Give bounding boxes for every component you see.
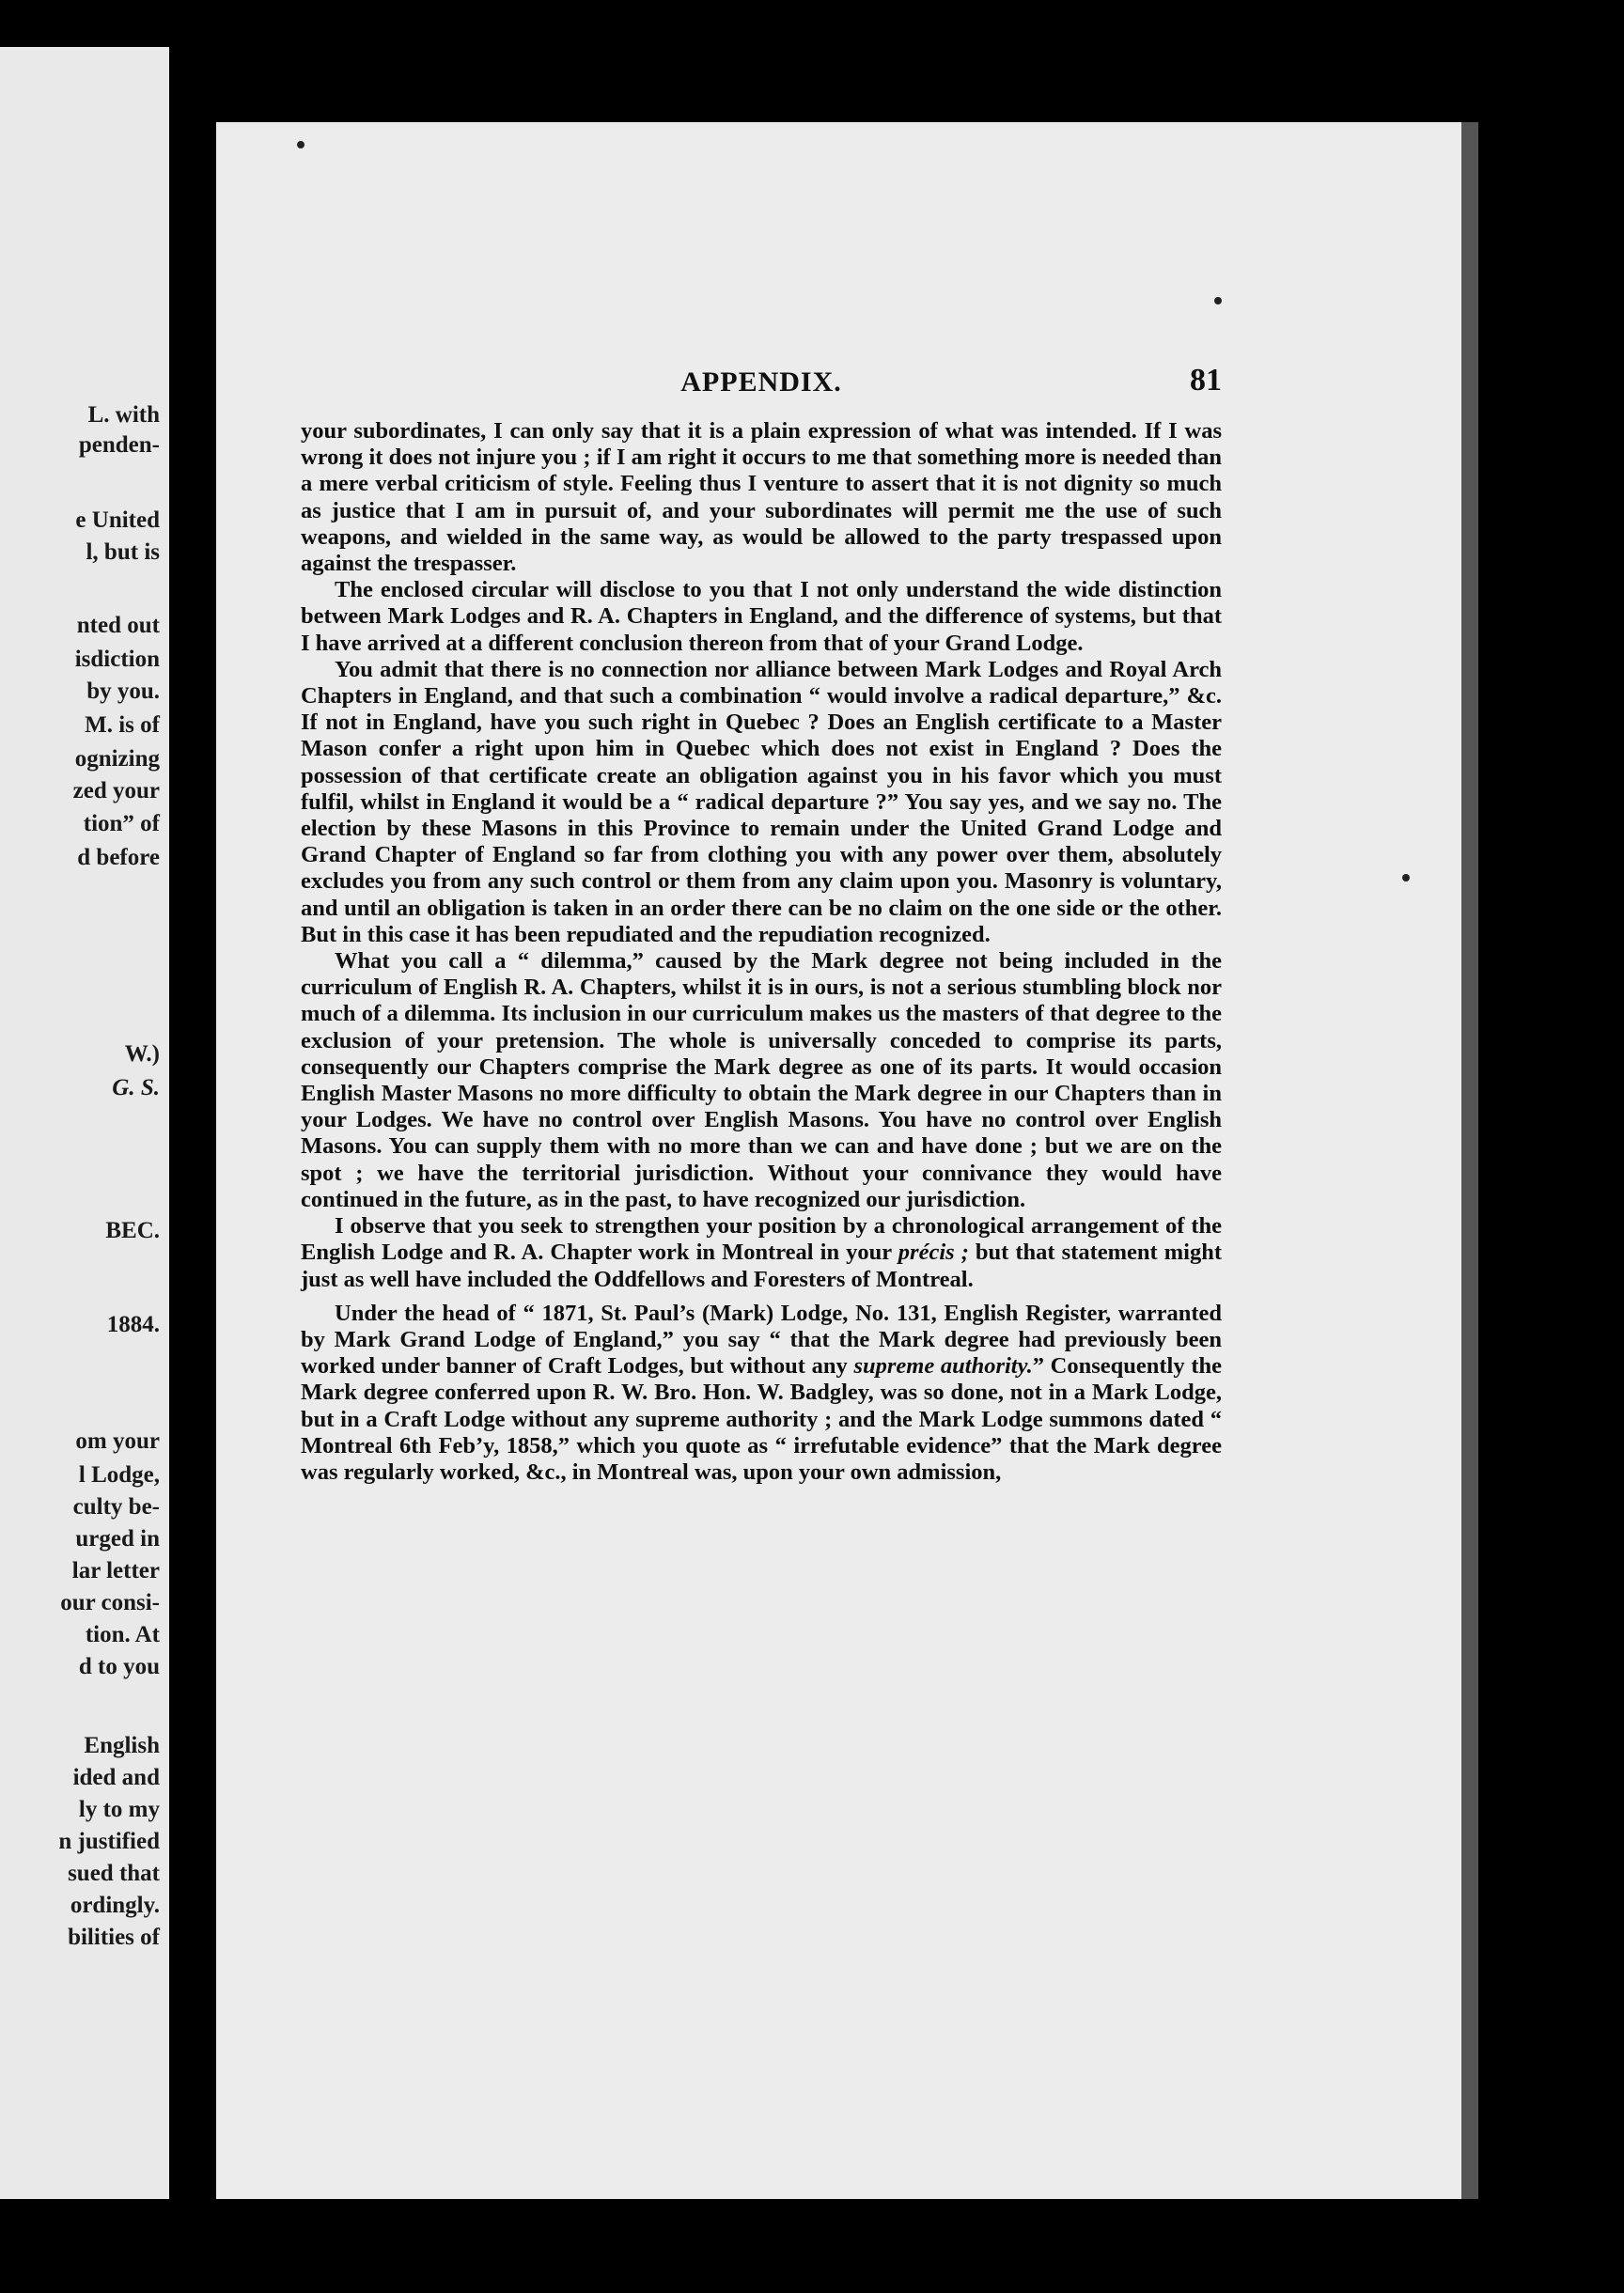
left-page-fragment: urged in: [75, 1526, 160, 1552]
left-page-fragment: by you.: [86, 679, 160, 704]
left-page-fragment: culty be-: [72, 1494, 160, 1520]
italic-term: supreme authority.: [853, 1353, 1033, 1380]
left-page-fragment: M. is of: [85, 712, 160, 738]
paragraph-text: Under the head of “ 1871, St. Paul’s (Mark) Lodge, No. 131, English Register, warranted by Mark Grand Lodge of England,” you say “ that the Mark degree had previously been worked under banner of Craft Lodges, but without any: [301, 1300, 1222, 1380]
left-page-fragment: lar letter: [71, 1558, 160, 1583]
paragraph-text: ” Consequently the Mark degree conferred upon R. W. Bro. Hon. W. Badgley, was so done, not in a Mark Lodge, but in a Craft Lodge without any supreme authority ; and the Mark Lodge summons dated “ Montreal 6th Feb’y, 1858,” which you quote as “ irrefutable evidence” that the Mark degree was regularly worked, &c., in Montreal was, upon your own admission,: [301, 1353, 1222, 1485]
italic-term: précis ;: [898, 1240, 969, 1266]
left-page-fragment: L. with: [87, 402, 160, 428]
paragraph-text: but that statement might just as well have included the Oddfellows and Foresters of Montreal.: [301, 1240, 1222, 1292]
left-page-fragment: bilities of: [68, 1925, 160, 1950]
page-number: 81: [1190, 363, 1222, 398]
left-page-fragment: nted out: [76, 613, 160, 638]
page-header: [301, 363, 1222, 413]
left-page-fragment: ly to my: [78, 1797, 160, 1822]
left-page-fragment: tion. At: [85, 1622, 160, 1647]
paragraph: [301, 1213, 1222, 1293]
left-page-fragment: English: [84, 1733, 160, 1758]
left-page-fragment: tion” of: [83, 811, 160, 836]
left-page-fragment: l Lodge,: [78, 1462, 160, 1488]
left-page-fragment: isdiction: [74, 647, 160, 672]
ink-speck: [1402, 874, 1410, 881]
left-page-fragment: om your: [75, 1428, 160, 1454]
left-page-fragment: BEC.: [105, 1218, 160, 1243]
left-page-fragment: 1884.: [106, 1312, 160, 1337]
left-page-fragment: n justified: [58, 1829, 160, 1854]
body-text: [301, 418, 1222, 1486]
left-page-fragment: d before: [77, 845, 160, 870]
left-page-fragment: e United: [75, 507, 160, 533]
ink-speck: [1214, 297, 1222, 304]
left-facing-page: [0, 47, 169, 2199]
running-head: APPENDIX.: [680, 367, 842, 398]
paragraph: your subordinates, I can only say that it is a plain expression of what was intended. If I was wrong it does not injure you ; if I am right it occurs to me that something more is needed than a mere verbal criticism of style. Feeling thus I venture to assert that it is not dignity so much as justice that I am in pursuit of, and your subordinates will permit me the use of such weapons, and wielded in the same way, as would be allowed to the party trespassed upon against the trespasser.: [301, 418, 1222, 577]
left-page-fragment: l, but is: [86, 539, 160, 565]
left-page-fragment: ided and: [72, 1765, 160, 1790]
paragraph: You admit that there is no connection nor alliance between Mark Lodges and Royal Arch Chapters in England, and that such a combination “ would involve a radical departure,” &c. If not in England, have you such right in Quebec ? Does an English certificate to a Master Mason confer a right upon him in Quebec which does not exist in England ? Does the possession of that certificate create an obligation against you in his favor which you must fulfil, whilst in England it would be a “ radical departure ?” You say yes, and we say no. The election by these Masons in this Province to remain under the United Grand Lodge and Grand Chapter of England so far from clothing you with any power over them, absolutely excludes you from any such control or them from any claim upon you. Masonry is voluntary, and until an obligation is taken in an order there can be no claim on the one side or the other. But in this case it has been repudiated and the repudiation recognized.: [301, 656, 1222, 947]
ink-speck: [297, 141, 304, 148]
left-page-fragment: ognizing: [74, 746, 160, 772]
book-spine-shadow: [169, 0, 216, 2293]
left-page-fragment: G. S.: [112, 1075, 160, 1100]
left-page-fragment: zed your: [72, 778, 160, 803]
left-page-fragment: W.): [124, 1041, 160, 1067]
page-edge: [1461, 122, 1478, 2199]
paragraph: What you call a “ dilemma,” caused by the Mark degree not being included in the curriculum of English R. A. Chapters, whilst it is in ours, is not a serious stumbling block nor much of a dilemma. Its inclusion in our curriculum makes us the masters of that degree to the exclusion of your pretension. The whole is universally conceded to comprise its parts, consequently our Chapters comprise the Mark degree as one of its parts. It would occasion English Master Masons no more difficulty to obtain the Mark degree in our Chapters than in your Lodges. We have no control over English Masons. You have no control over English Masons. You can supply them with no more than we can and have done ; but we are on the spot ; we have the territorial jurisdiction. Without your connivance they would have continued in the future, as in the past, to have recognized our jurisdiction.: [301, 948, 1222, 1212]
left-page-fragment: ordingly.: [70, 1893, 160, 1918]
paragraph: [301, 1301, 1222, 1486]
left-page-fragment: d to you: [78, 1654, 160, 1679]
left-page-fragment: our consi-: [60, 1590, 160, 1615]
paragraph: The enclosed circular will disclose to you that I not only understand the wide distinction between Mark Lodges and R. A. Chapters in England, and the difference of systems, but that I have arrived at a different conclusion thereon from that of your Grand Lodge.: [301, 577, 1222, 656]
left-page-fragment: penden-: [78, 432, 160, 458]
left-page-fragment: sued that: [68, 1861, 160, 1886]
paragraph-text: I observe that you seek to strengthen your position by a chronological arrangement of the English Lodge and R. A. Chapter work in Montreal in your: [301, 1213, 1222, 1266]
